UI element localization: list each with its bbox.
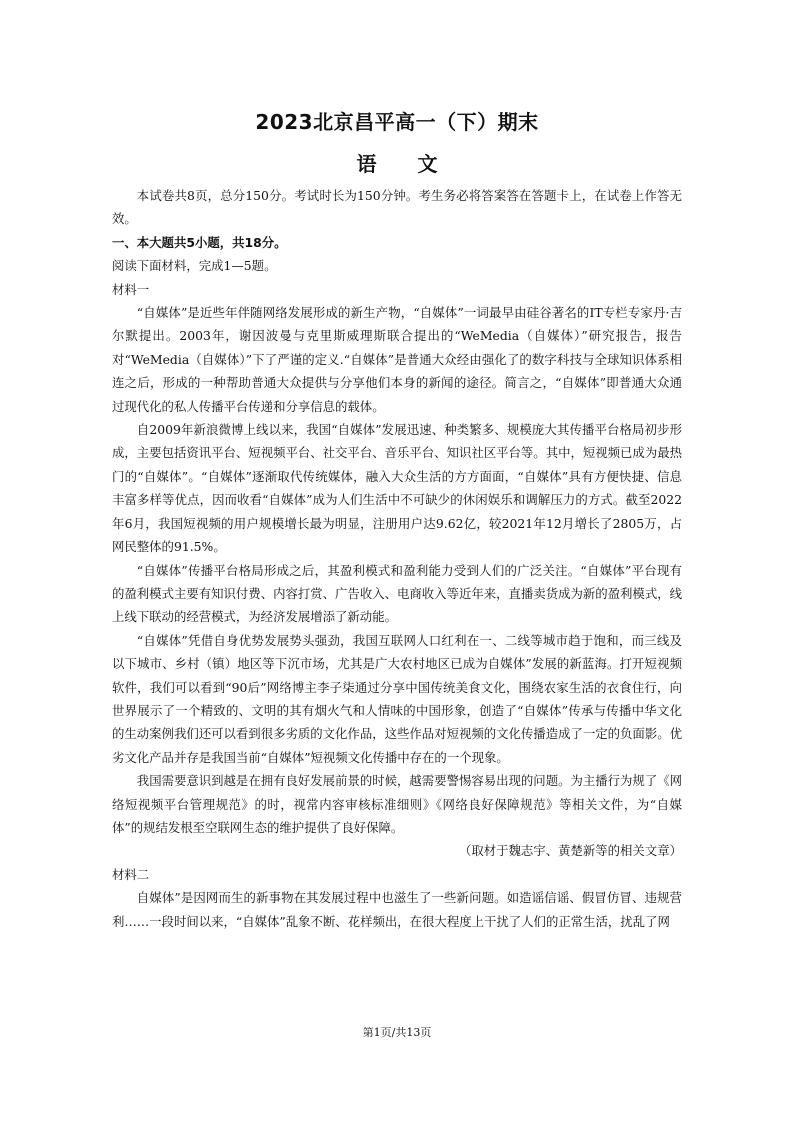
paragraph: “自媒体”凭借自身优势发展势头强劲，我国互联网人口红利在一、二线等城市趋于饱和，而三线及以下城市、乡村（镇）地区等下沉市场，尤其是广大农村地区已成为自媒体”发展的新蓝海。打开短视频软件，我们可以看到“90后”网络博主李子柒通过分享中国传统美食文化，围绕农家生活的衣食住行，向世界展示了一个精致的、文明的其有烟火气和人情味的中国形象，创造了“自媒体”传承与传播中华文化的生动案例我们还可以看到很多劣质的文化作品，这些作品对短视频的文化传播造成了一定的负面影。优劣文化产品并存是我国当前“自媒体”短视频文化传播中存在的一个现象。 <box>112 632 682 765</box>
document-body <box>112 184 682 933</box>
paragraph: 我国需要意识到越是在拥有良好发展前景的时候，越需要警惕容易出现的问题。为主播行为规了《网络短视频平台管理规范》的时，视常内容审核标准细则》《网络良好保障规范》等相关文件，为“自媒体”的规结发根至空联网生态的维护提供了良好保障。 <box>112 773 682 835</box>
paragraph: “自媒体”是近些年伴随网络发展形成的新生产物，“自媒体”一词最早由硅谷著名的IT专栏专家丹·吉尔默提出。2003年，谢因波曼与克里斯威理斯联合提出的“WeMedia（自媒体）”研究报告，报告对“WeMedia（自媒体）”下了严谨的定义.“自媒体”是普通大众经由强化了的数字科技与全球知识体系相连之后，形成的一种帮助普通大众提供与分享他们本身的新闻的途径。简言之，“自媒体”即普通大众通过现代化的私人传播平台传递和分享信息的载体。 <box>112 305 682 414</box>
page-title: 2023北京昌平高一（下）期末 <box>255 110 539 134</box>
page-footer: 第1页/共13页 <box>362 1026 432 1039</box>
paragraph: “自媒体”传播平台格局形成之后，其盈利模式和盈利能力受到人们的广泛关注。“自媒体”平台现有的盈利模式主要有知识付费、内容打赏、广告收入、电商收入等近年来，直播卖货成为新的盈利模式，线上线下联动的经营模式，为经济发展增添了新动能。 <box>112 562 682 625</box>
material-label: 材料二 <box>112 866 150 882</box>
section-instruction: 阅读下面材料，完成1—5题。 <box>112 258 277 274</box>
intro-paragraph: 本试卷共8页，总分150分。考试时长为150分钟。考生务必将答案答在答题卡上，在试卷上作答无效。 <box>112 188 682 227</box>
paragraph: 自2009年新浪微博上线以来，我国“自媒体”发展迅速、种类繁多、规模庞大其传播平台格局初步形成，主要包括资讯平台、短视频平台、社交平台、音乐平台、知识社区平台等。其中，短视频已成为最热门的“自媒体”。“自媒体”逐渐取代传统媒体，融入大众生活的方方面面，“自媒体”具有方便快捷、信息丰富多样等优点，因而收看“自媒体”成为人们生活中不可缺少的休闲娱乐和调解压力的方式。截至2022年6月，我国短视频的用户规模增长最为明显，注册用户达9.62亿，较2021年12月增长了2805万，占网民整体的91.5%。 <box>112 422 682 555</box>
subject-title: 语 文 <box>356 152 438 176</box>
paragraph: 自媒体”是因网而生的新事物在其发展过程中也滋生了一些新问题。如造谣信谣、假冒仿冒、违规营利……一段时间以来，“自媒体”乱象不断、花样频出，在很大程度上干扰了人们的正常生活，扰乱了网 <box>112 890 682 929</box>
section-heading: 一、本大题共5小题，共18分。 <box>112 234 287 250</box>
material-label: 材料一 <box>112 281 150 297</box>
source-citation: （取材于魏志宇、黄楚新等的相关文章） <box>458 843 682 859</box>
